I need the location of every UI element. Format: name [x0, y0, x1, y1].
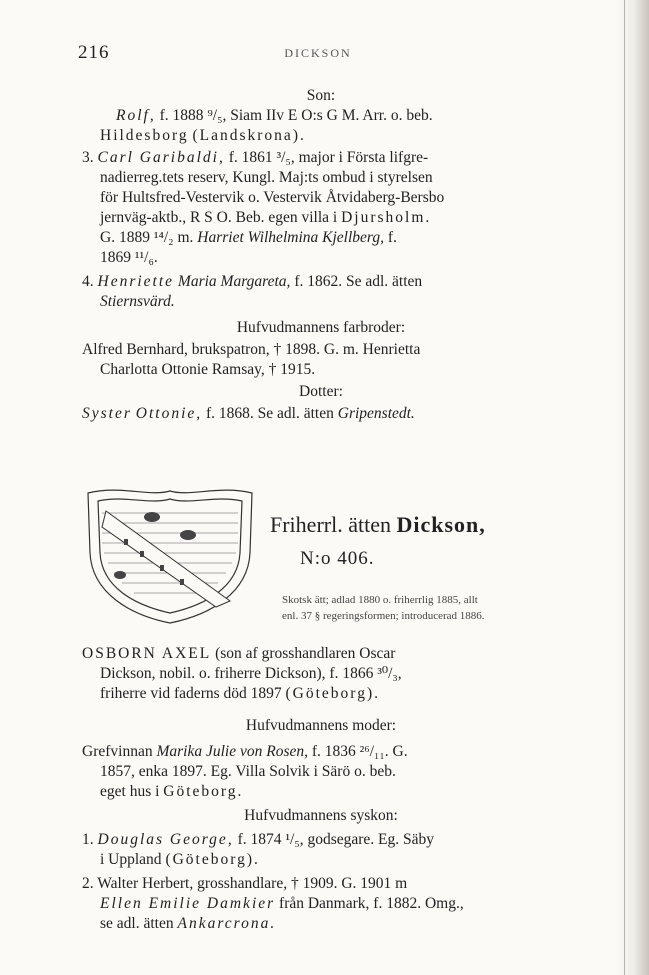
person-name: Marika Julie von Rosen, [156, 743, 308, 760]
entry-number: 1. [82, 831, 94, 848]
entry-text: Grefvinnan [82, 743, 153, 760]
entry-carl-line4 [100, 208, 431, 228]
lineage-title-part: Friherrl. ätten [270, 512, 391, 537]
entry-mother-line1 [82, 742, 408, 762]
entry-mother-line3 [100, 782, 243, 802]
entry-text: f. [387, 229, 397, 246]
lineage-note-line2: enl. 37 § regeringsformen; introducerad 1886. [282, 610, 485, 622]
family-ref: Stiernsvärd. [100, 293, 175, 310]
entry-douglas-line1 [82, 830, 434, 850]
page-edge [615, 0, 649, 975]
entry-mother-line2: 1857, enka 1897. Eg. Villa Solvik i Särö o. beb. [100, 763, 396, 780]
lineage-number: N:o 406. [300, 548, 375, 569]
entry-rolf [116, 106, 433, 126]
entry-text: G. 1889 ¹⁴/₂ m. [100, 229, 194, 246]
page-number: 216 [78, 42, 110, 63]
person-name-rest: Ottonie, [135, 405, 203, 422]
entry-text: (son af grosshandlaren Oscar [215, 645, 396, 662]
spouse-name: Ellen Emilie Damkier [100, 895, 276, 912]
entry-text: f. 1836 ²⁶/₁₁. G. [311, 743, 408, 760]
family-ref: Ankarcrona. [177, 915, 277, 932]
entry-text: Walter Herbert, grosshandlare, † 1909. G. 1901 m [97, 875, 408, 892]
entry-douglas-line2 [100, 850, 260, 870]
entry-carl-line5 [100, 228, 397, 248]
person-name: Douglas George, [97, 831, 234, 848]
lineage-title [270, 512, 486, 538]
entry-osborn-line3 [100, 684, 380, 704]
entry-text: f. 1874 ¹/₅, godsegare. Eg. Säby [237, 831, 435, 848]
mother-heading: Hufvudmannens moder: [245, 717, 397, 734]
daughter-heading: Dotter: [299, 383, 343, 400]
entry-walter-line1 [82, 874, 407, 894]
son-heading: Son: [306, 87, 336, 104]
lineage-note-line1: Skotsk ätt; adlad 1880 o. friherrlig 1885, allt [282, 594, 478, 606]
entry-osborn-line1 [82, 644, 395, 664]
entry-walter-line2 [100, 894, 464, 914]
person-name: Carl Garibaldi, [97, 149, 225, 166]
entry-syster [82, 404, 415, 424]
entry-number: 3. [82, 149, 94, 166]
entry-text: f. 1868. Se adl. ätten [206, 405, 334, 422]
entry-rolf-residence [100, 126, 306, 146]
place-name: Djursholm. [341, 209, 432, 226]
entry-alfred-line1: Alfred Bernhard, brukspatron, † 1898. G. m. Henrietta [82, 341, 421, 358]
coat-of-arms-image [80, 483, 260, 625]
person-name: Henriette [97, 273, 175, 290]
entry-text: se adl. ätten [100, 915, 174, 932]
entry-walter-line3 [100, 914, 276, 934]
entry-carl-line2: nadierreg.tets reserv, Kungl. Maj:ts ombud i styrelsen [100, 169, 433, 186]
entry-text: f. 1862. Se adl. ätten [294, 273, 423, 290]
place-name: (Göteborg). [285, 685, 380, 702]
entry-carl-line6: 1869 ¹¹/₆. [100, 249, 158, 266]
entry-text: från Danmark, f. 1882. Omg., [279, 895, 464, 912]
family-name: Dickson, [396, 512, 486, 537]
place-note: (Landskrona). [192, 127, 306, 144]
entry-text: eget hus i [100, 783, 160, 800]
entry-carl-line1 [82, 148, 428, 168]
entry-henriette [82, 272, 422, 292]
spouse-name: Harriet Wilhelmina Kjellberg, [197, 229, 384, 246]
entry-text: f. 1861 ³/₅, major i Första lifgre- [228, 149, 429, 166]
entry-alfred-line2: Charlotta Ottonie Ramsay, † 1915. [100, 361, 316, 378]
family-ref: Gripenstedt. [337, 405, 415, 422]
place-name: Hildesborg [100, 127, 189, 144]
entry-number: 4. [82, 273, 94, 290]
entry-carl-line3: för Hultsfred-Vestervik o. Vestervik Åtvidaberg-Bersbo [100, 189, 445, 206]
entry-text: jernväg-aktb., R S O. Beb. egen villa i [100, 209, 338, 226]
entry-number: 2. [82, 875, 94, 892]
entry-henriette-ref [100, 292, 175, 312]
place-name: (Göteborg). [165, 851, 260, 868]
uncles-heading: Hufvudmannens farbroder: [236, 319, 406, 336]
person-name: Rolf, [116, 107, 156, 124]
entry-osborn-line2: Dickson, nobil. o. friherre Dickson), f. 1866 ³⁰/₃, [100, 665, 402, 682]
head-name: OSBORN AXEL [82, 645, 212, 662]
siblings-heading: Hufvudmannens syskon: [244, 807, 398, 824]
page-edge-line [624, 0, 625, 975]
person-name: Syster [82, 405, 132, 422]
person-name-rest: Maria Margareta, [177, 273, 291, 290]
running-head: DICKSON [284, 46, 352, 60]
place-name: Göteborg. [163, 783, 244, 800]
page-header [78, 42, 558, 66]
entry-text: friherre vid faderns död 1897 [100, 685, 282, 702]
entry-text: i Uppland [100, 851, 162, 868]
entry-text: f. 1888 ⁹/₅, Siam IIv E O:s G M. Arr. o. beb. [159, 107, 433, 124]
